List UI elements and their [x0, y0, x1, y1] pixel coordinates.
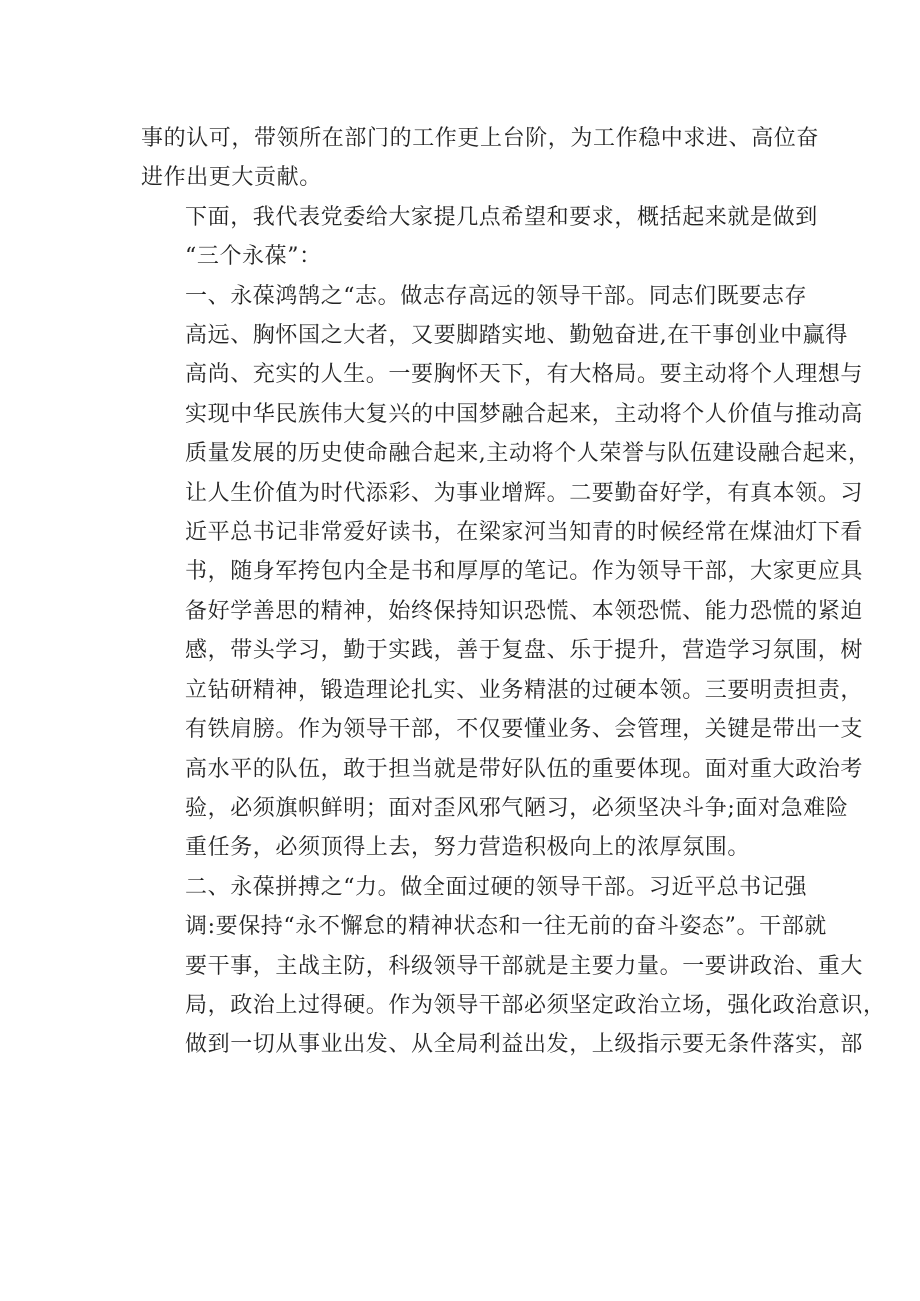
text-line: 近平总书记非常爱好读书，在梁家河当知青的时候经常在煤油灯下看: [185, 520, 864, 546]
text-line: 高水平的队伍，敢于担当就是带好队伍的重要体现。面对重大政治考: [185, 756, 864, 782]
document-body: [141, 119, 886, 1065]
text-line: 进作出更大贡献。: [141, 165, 322, 191]
text-line: “三个永葆”：: [185, 244, 322, 270]
text-line: 重任务，必须顶得上去，努力营造积极向上的浓厚氛围。: [185, 835, 751, 861]
text-line: 感，带头学习，勤于实践，善于复盘、乐于提升，营造学习氛围，树: [185, 638, 864, 664]
text-line: 有铁肩膀。作为领导干部，不仅要懂业务、会管理，关键是带出一支: [185, 717, 864, 743]
paragraph: [141, 198, 818, 277]
text-line: 验，必须旗帜鲜明；面对歪风邪气陋习，必须坚决斗争;面对急难险: [185, 795, 849, 821]
text-line: 要干事，主战主防，科级领导干部就是主要力量。一要讲政治、重大: [185, 953, 864, 979]
text-line: 让人生价值为时代添彩、为事业增辉。二要勤奋好学，有真本领。习: [185, 480, 864, 506]
text-line: 实现中华民族伟大复兴的中国梦融合起来，主动将个人价值与推动高: [185, 401, 864, 427]
paragraph: [141, 277, 871, 868]
text-line: 备好学善思的精神，始终保持知识恐慌、本领恐慌、能力恐慌的紧迫: [185, 598, 864, 624]
text-line: 高远、胸怀国之大者，又要脚踏实地、勤勉奋进,在干事创业中赢得: [185, 323, 848, 349]
text-line: 二、永葆拼搏之“力。做全面过硬的领导干部。习近平总书记强: [185, 874, 808, 900]
text-line: 一、永葆鸿鹄之“志。做志存高远的领导干部。同志们既要志存: [185, 283, 808, 309]
text-line: 做到一切从事业出发、从全局利益出发，上级指示要无条件落实，部: [185, 1032, 864, 1058]
text-line: 调:要保持“永不懈怠的精神状态和一往无前的奋斗姿态”。干部就: [185, 914, 827, 940]
text-line: 立钻研精神，锻造理论扎实、业务精湛的过硬本领。三要明责担责，: [185, 677, 864, 703]
text-line: 事的认可，带领所在部门的工作更上台阶，为工作稳中求进、高位奋: [141, 126, 820, 151]
text-line: 局，政治上过得硬。作为领导干部必须坚定政治立场，强化政治意识，: [185, 992, 886, 1018]
text-line: 高尚、充实的人生。一要胸怀天下，有大格局。要主动将个人理想与: [185, 362, 864, 388]
paragraph: [141, 868, 886, 1065]
paragraph: [141, 119, 820, 198]
text-line: 下面，我代表党委给大家提几点希望和要求，概括起来就是做到: [185, 204, 818, 230]
text-line: 书，随身军挎包内全是书和厚厚的笔记。作为领导干部，大家更应具: [185, 559, 864, 585]
text-line: 质量发展的历史使命融合起来,主动将个人荣誉与队伍建设融合起来，: [185, 441, 871, 467]
